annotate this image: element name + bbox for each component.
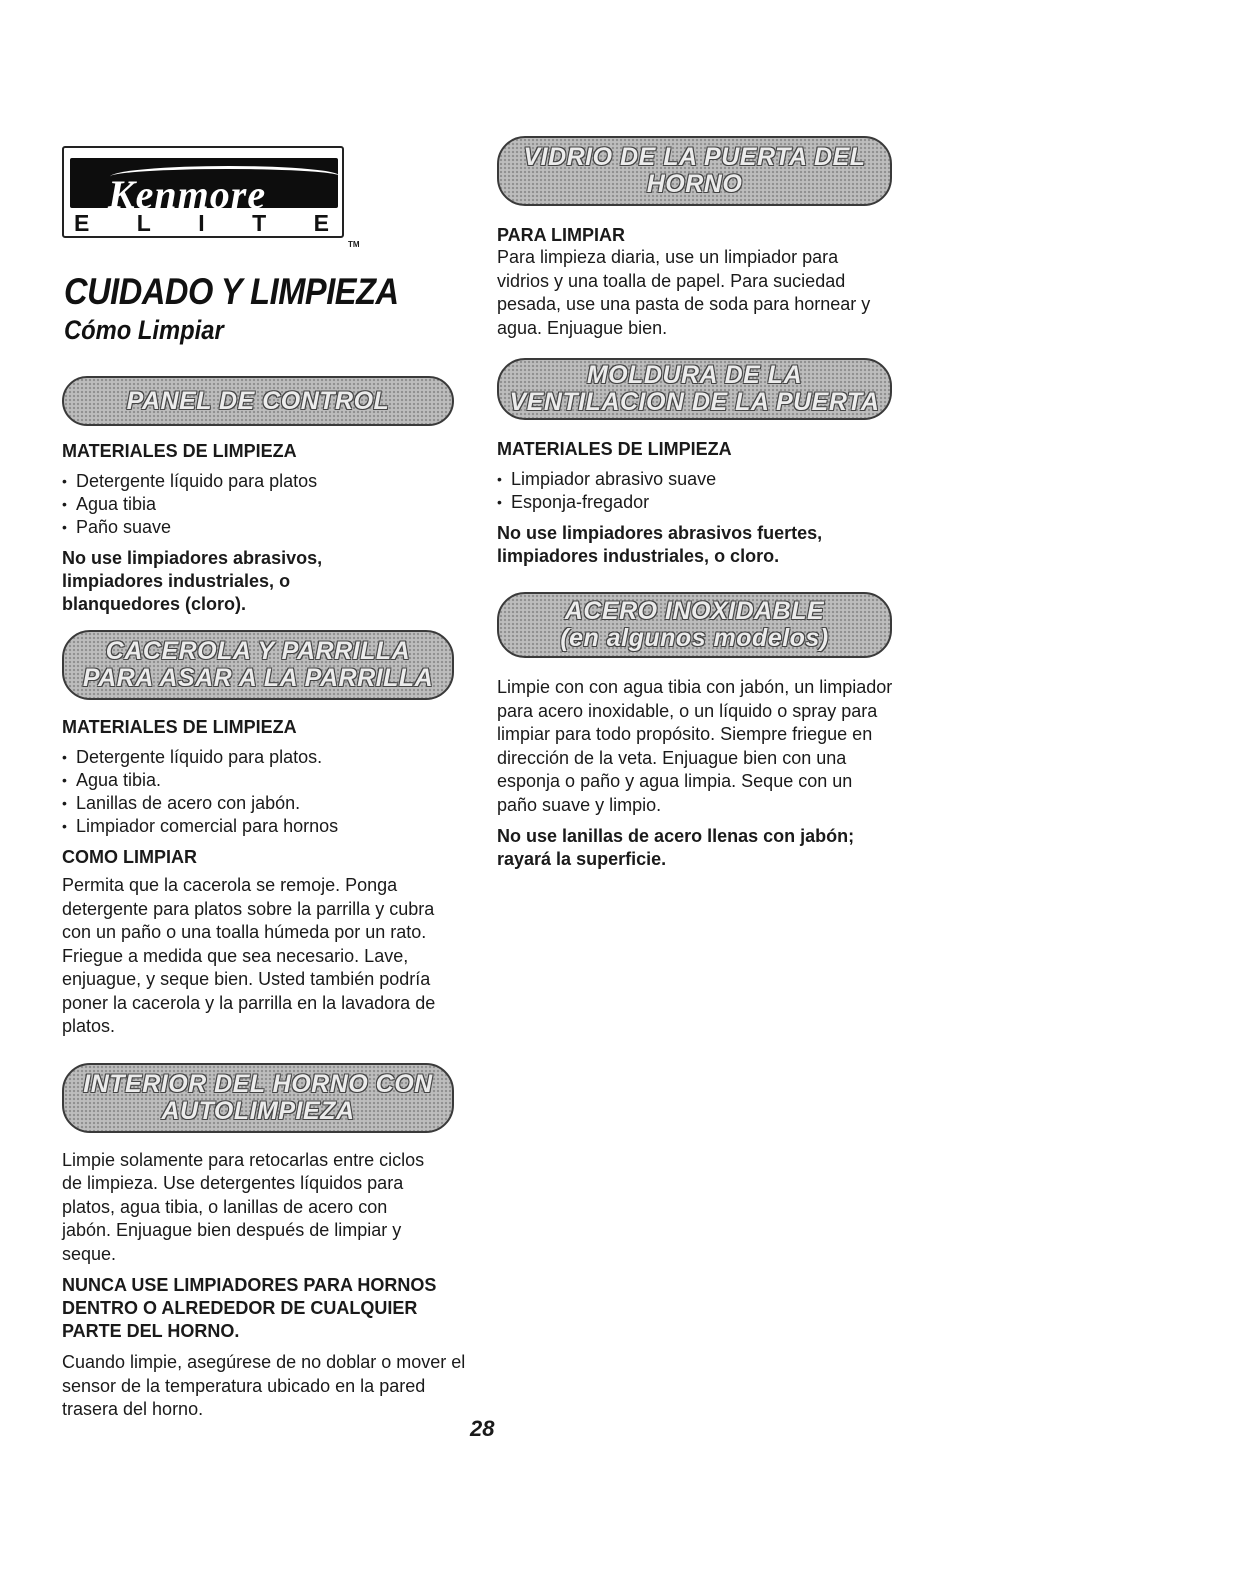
section-moldura (497, 438, 902, 568)
banner-panel-de-control: PANEL DE CONTROL (62, 376, 454, 426)
left-column (62, 146, 472, 1422)
list-item: • Lanillas de acero con jabón. (62, 792, 472, 815)
moldura-warning: No use limpiadores abrasivos fuertes, limpiadores industriales, o cloro. (497, 523, 823, 566)
list-item: • Esponja-fregador (497, 491, 902, 514)
logo-trademark: TM (348, 240, 360, 249)
kenmore-elite-logo (62, 146, 360, 249)
cacerola-label: MATERIALES DE LIMPIEZA (62, 717, 297, 737)
acero-warning: No use lanillas de acero llenas con jabón; rayará la superficie. (497, 826, 855, 869)
banner-interior-horno: INTERIOR DEL HORNO CON AUTOLIMPIEZA (62, 1063, 454, 1133)
interior-text-2: Cuando limpie, asegúrese de no doblar o mover el sensor de la temperatura ubicado en la pared trasera del horno. (62, 1352, 466, 1419)
cacerola-text: Permita que la cacerola se remoje. Ponga detergente para platos sobre la parrilla y cubra con un paño o una toalla húmeda por un rato. Friegue a medida que sea necesario. Lave, enjuague, y seque bien. Usted también podría poner la cacerola y la parrilla en la lavadora de platos. (62, 875, 436, 1036)
panel-label: MATERIALES DE LIMPIEZA (62, 441, 297, 461)
cacerola-como-limpiar-label: COMO LIMPIAR (62, 847, 197, 867)
logo-sub: E L I T E (74, 210, 329, 236)
panel-materials-list (62, 470, 472, 539)
interior-warning: NUNCA USE LIMPIADORES PARA HORNOS DENTRO O ALREDEDOR DE CUALQUIER PARTE DEL HORNO. (62, 1275, 437, 1341)
section-interior (62, 1149, 472, 1422)
right-column (497, 136, 902, 871)
banner-moldura: MOLDURA DE LA VENTILACION DE LA PUERTA (497, 358, 892, 420)
banner-acero-inoxidable: ACERO INOXIDABLE (en algunos modelos) (497, 592, 892, 658)
section-panel (62, 440, 472, 616)
logo-brand: Kenmore (108, 172, 267, 217)
section-acero (497, 676, 902, 871)
list-item: • Agua tibia (62, 493, 472, 516)
moldura-materials-list (497, 468, 902, 514)
list-item: • Limpiador comercial para hornos (62, 815, 472, 838)
list-item: • Agua tibia. (62, 769, 472, 792)
page-number: 28 (470, 1416, 495, 1441)
banner-vidrio-puerta: VIDRIO DE LA PUERTA DEL HORNO (497, 136, 892, 206)
page-title: CUIDADO Y LIMPIEZA (64, 271, 399, 312)
interior-text: Limpie solamente para retocarlas entre ciclos de limpieza. Use detergentes líquidos para platos, agua tibia, o lanillas de acero con jabón. Enjuague bien después de limpiar y seque. (62, 1149, 425, 1264)
vidrio-text: Para limpieza diaria, use un limpiador para vidrios y una toalla de papel. Para suciedad pesada, use una pasta de soda para hornear y agua. Enjuague bien. (497, 247, 871, 338)
acero-text: Limpie con con agua tibia con jabón, un limpiador para acero inoxidable, o un líquido o spray para limpiar para todo propósito. Siempre friegue en dirección de la veta. Enjuague bien con una esponja o paño y agua limpia. Seque con un paño suave y limpio. (497, 677, 893, 815)
list-item: • Paño suave (62, 516, 472, 539)
list-item: • Detergente líquido para platos. (62, 746, 472, 769)
list-item: • Detergente líquido para platos (62, 470, 472, 493)
section-vidrio (497, 224, 902, 340)
page-subtitle: Cómo Limpiar (64, 315, 224, 345)
list-item: • Limpiador abrasivo suave (497, 468, 902, 491)
banner-cacerola: CACEROLA Y PARRILLA PARA ASAR A LA PARRILLA (62, 630, 454, 700)
panel-warning: No use limpiadores abrasivos, limpiadores industriales, o blanquedores (cloro). (62, 548, 323, 614)
cacerola-materials-list (62, 746, 472, 838)
section-cacerola (62, 716, 472, 1039)
vidrio-label: PARA LIMPIAR (497, 225, 625, 245)
moldura-label: MATERIALES DE LIMPIEZA (497, 439, 732, 459)
